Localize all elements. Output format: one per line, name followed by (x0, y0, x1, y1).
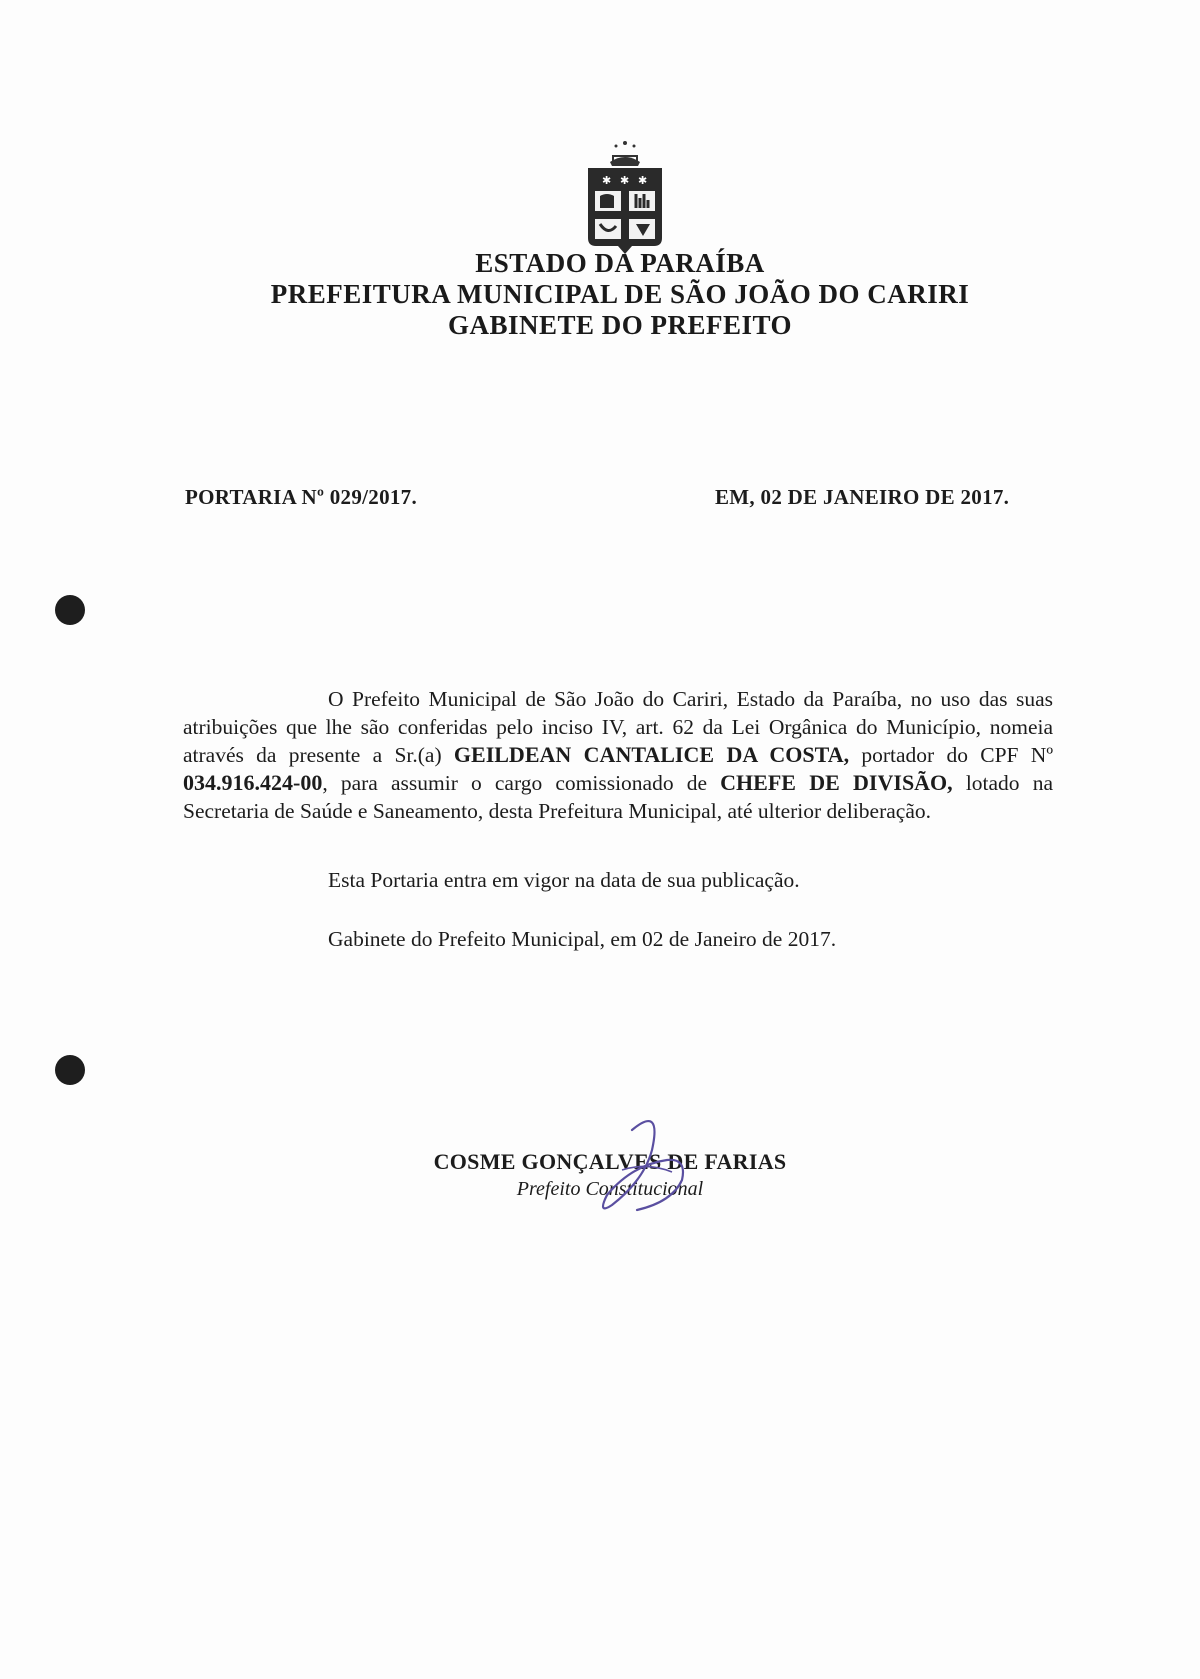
document-date: EM, 02 DE JANEIRO DE 2017. (715, 485, 1010, 509)
header-office: GABINETE DO PREFEITO (447, 310, 793, 340)
portaria-number: PORTARIA Nº 029/2017. (185, 485, 418, 509)
paragraph-text-1: O Prefeito Municipal de São João do Cariri, Estado da Paraíba, no uso das suas atribuições que lhe são conferidas pelo inciso IV, art. 62 da Lei Orgânica do Município, nomeia através da presente a Sr.(a) (183, 687, 1053, 767)
binder-hole-top (55, 595, 85, 625)
paragraph-text-2: portador do CPF Nº (849, 743, 1053, 767)
cpf-number: 034.916.424-00 (183, 770, 323, 795)
signer-title: Prefeito Constitucional (516, 1178, 704, 1200)
signer-name: COSME GONÇALVES DE FARIAS (433, 1149, 787, 1174)
header-state: ESTADO DA PARAÍBA (475, 248, 765, 278)
appointee-name: GEILDEAN CANTALICE DA COSTA, (453, 742, 850, 767)
svg-text:✱: ✱ (602, 174, 612, 187)
closing-line: Gabinete do Prefeito Municipal, em 02 de Janeiro de 2017. (328, 927, 837, 951)
appointed-role: CHEFE DE DIVISÃO, (720, 770, 953, 795)
paragraph-text-4: lotado na Secretaria de Saúde e Saneamento, desta Prefeitura Municipal, até ulterior deliberação. (183, 771, 1053, 823)
effective-clause: Esta Portaria entra em vigor na data de sua publicação. (328, 868, 800, 892)
binder-hole-bottom (55, 1055, 85, 1085)
handwritten-signature (592, 1110, 702, 1220)
appointment-paragraph (183, 685, 1053, 825)
svg-text:✱: ✱ (620, 174, 630, 187)
municipal-coat-of-arms (580, 138, 670, 256)
svg-text:✱: ✱ (638, 174, 648, 187)
paragraph-text-3: , para assumir o cargo comissionado de (322, 771, 721, 795)
header-municipality: PREFEITURA MUNICIPAL DE SÃO JOÃO DO CARIRI (270, 279, 970, 309)
